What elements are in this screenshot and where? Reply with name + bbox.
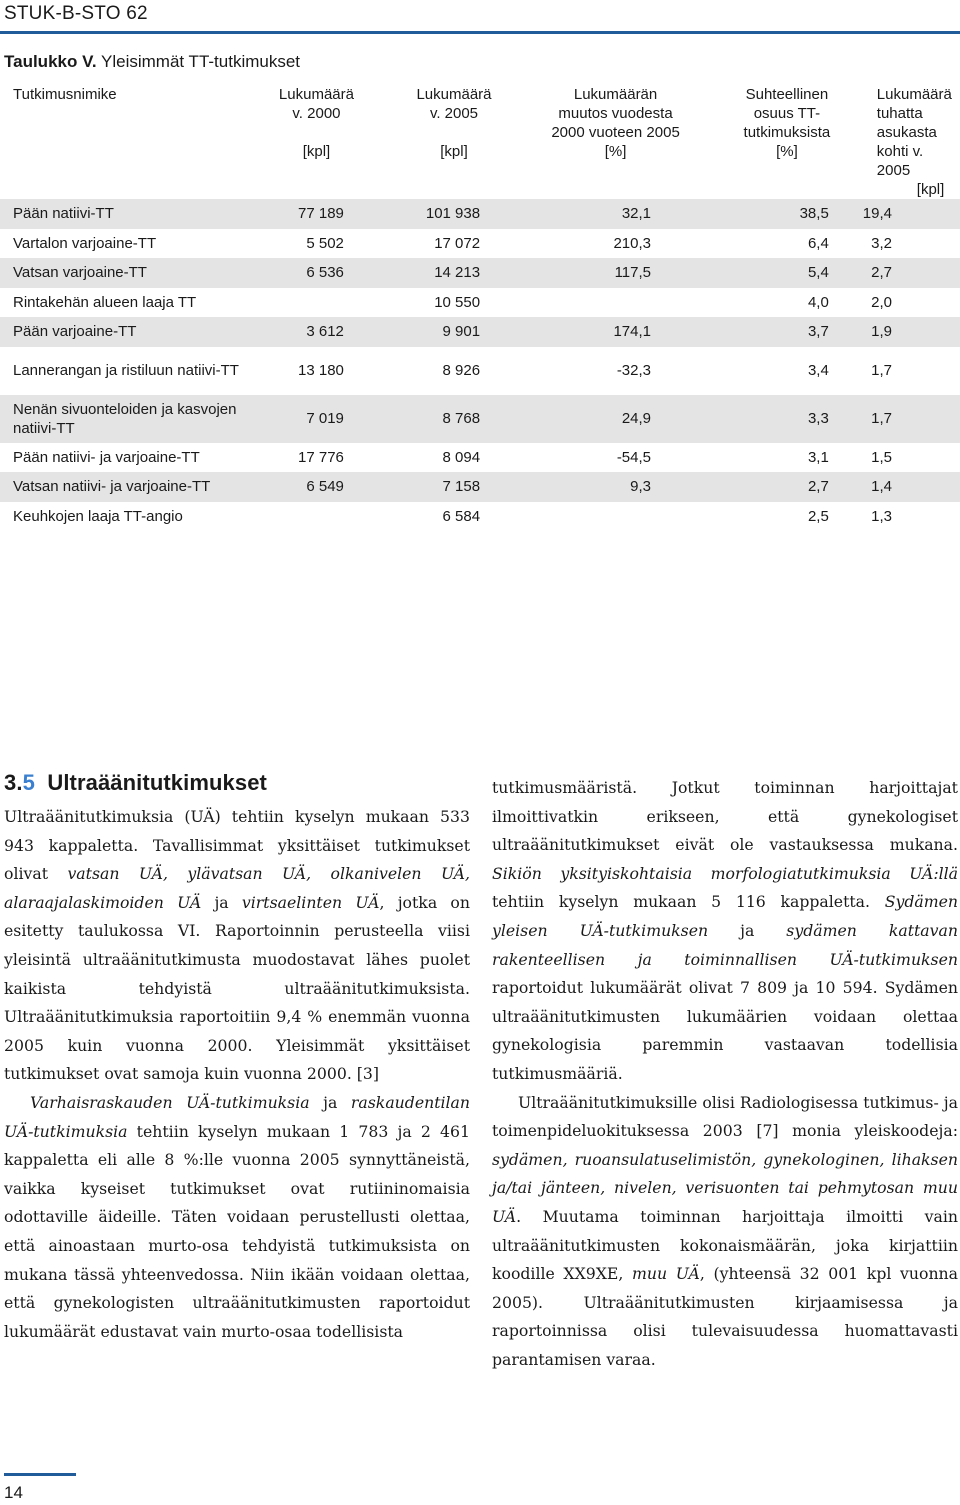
table-row [0,502,960,532]
cell-count-2005: 7 158 [442,478,481,496]
cell-count-2005: 9 901 [442,323,481,341]
cell-count-2005: 6 584 [442,507,481,525]
body-column-right [492,774,958,1374]
document-id: STUK-B-STO 62 [4,3,148,24]
cell-count-2000: 7 019 [306,410,344,427]
cell-count-2000: 5 502 [306,234,344,252]
cell-count-2005: 8 768 [442,410,481,427]
table-row [0,317,960,347]
cell-per-thousand: 19,4 [862,205,892,223]
table-caption-label: Taulukko V. [4,52,97,71]
column-header-count-2000: Lukumäärä v. 2000 [kpl] [278,86,354,160]
table-row [0,443,960,473]
cell-per-thousand: 1,4 [871,478,892,496]
footer-rule [4,1473,76,1476]
cell-change: 210,3 [613,234,652,252]
column-header-per-thousand: Lukumäärä tuhatta asukasta kohti v. 2005 [kpl] [876,86,952,198]
cell-share: 3,3 [807,410,829,427]
cell-name: Vatsan varjoaine-TT [13,264,147,282]
cell-count-2000: 13 180 [298,362,344,379]
column-header-name: Tutkimusnimike [13,86,117,103]
cell-change [520,288,711,318]
cell-change [520,502,711,532]
cell-share: 5,4 [807,264,829,282]
cell-per-thousand: 1,7 [871,410,892,427]
table-row [0,288,960,318]
cell-count-2005: 14 213 [434,264,481,282]
cell-per-thousand: 1,7 [871,362,892,379]
column-header-share: Suhteellinen osuus TT- tutkimuksista [%] [743,86,831,160]
cell-count-2000: 6 536 [306,264,344,282]
cell-change: 117,5 [614,264,652,282]
cell-share: 3,1 [807,448,829,466]
cell-share: 6,4 [807,234,829,252]
table-row [0,199,960,229]
page-number: 14 [4,1483,23,1502]
table-header-row [0,81,960,199]
cell-name: Keuhkojen laaja TT-angio [13,507,183,525]
cell-share: 3,4 [807,362,829,379]
cell-change: -54,5 [616,448,652,466]
cell-name: Lannerangan ja ristiluun natiivi-TT [13,362,239,379]
table-row [0,395,960,443]
cell-share: 4,0 [807,293,829,311]
cell-name: Rintakehän alueen laaja TT [13,293,197,311]
cell-name: Vatsan natiivi- ja varjoaine-TT [13,478,211,496]
cell-count-2000: 77 189 [298,205,344,223]
section-number: 3.5 [4,770,35,795]
cell-name: Pään natiivi-TT [13,205,114,223]
table-caption-text: Yleisimmät TT-tutkimukset [101,52,301,71]
section-title: Ultraäänitutkimukset [47,770,267,795]
table-row [0,229,960,259]
cell-count-2005: 10 550 [434,293,481,311]
cell-share: 2,7 [807,478,829,496]
cell-name: Pään natiivi- ja varjoaine-TT [13,448,200,466]
cell-count-2005: 8 926 [442,362,481,379]
cell-per-thousand: 1,5 [871,448,892,466]
cell-count-2005: 101 938 [425,205,481,223]
cell-per-thousand: 2,7 [871,264,892,282]
cell-share: 3,7 [807,323,829,341]
ct-statistics-table [0,81,960,531]
table-caption [4,52,300,72]
paragraph: Ultraäänitutkimuksia (UÄ) tehtiin kyselyn mukaan 533 943 kappaletta. Tavallisimmat yksittäiset tutkimukset olivat vatsan UÄ, ylävatsan UÄ, olkanivelen UÄ, alaraajalaskimoiden UÄ ja virtsaelinten UÄ, jotka on esitetty taulukossa VI. Raportoinnin perusteella viisi yleisintä ultraäänitutkimusta muodostavat lähes puolet kaikista tehdyistä ultraäänitutkimuksista. Ultraäänitutkimuksia raportoitiin 9,4 % enemmän vuonna 2005 kuin vuonna 2000. Yleisimmät yksittäiset tutkimukset ovat samoja kuin vuonna 2000. [3] [4,807,470,1084]
cell-count-2005: 8 094 [442,448,481,466]
cell-per-thousand: 3,2 [871,234,892,252]
cell-per-thousand: 2,0 [871,293,892,311]
cell-name: Nenän sivuonteloiden ja kasvojen natiivi-TT [13,400,237,437]
cell-count-2000: 6 549 [306,478,344,496]
paragraph: tutkimusmääristä. Jotkut toiminnan harjoittajat ilmoittivatkin erikseen, että gynekologiset ultraäänitutkimukset eivät ole vastauksessa mukana. Sikiön yksityiskohtaisia morfologiatutkimuksia UÄ:llä tehtiin kyselyn mukaan 5 116 kappaletta. Sydämen yleisen UÄ-tutkimuksen ja sydämen kattavan rakenteellisen ja toiminnallisen UÄ-tutkimuksen raportoidut lukumäärät olivat 7 809 ja 10 594. Sydämen ultraäänitutkimusten lukumäärien voidaan olettaa gynekologisia paremmin vastaavan todellisia tutkimusmääriä. [492,778,958,1083]
cell-count-2000: 3 612 [306,323,344,341]
cell-change: 32,1 [621,205,652,223]
table-row [0,258,960,288]
paragraph: Varhaisraskauden UÄ-tutkimuksia ja raskaudentilan UÄ-tutkimuksia tehtiin kyselyn mukaan 1 783 ja 2 461 kappaletta eli alle 8 %:lle vuonna 2005 synnyttäneistä, vaikka kyseiset tutkimukset ovat rutiininomaisia odottaville äideille. Täten voidaan perustellusti olettaa, että ainoastaan murto-osa tehdyistä tutkimuksista on mukana tässä yhteenvedossa. Niin ikään voidaan olettaa, että gynekologisten ultraäänitutkimusten raportoidut lukumäärät edustavat vain murto-osaa todellisista [4,1092,470,1341]
cell-per-thousand: 1,3 [871,507,892,525]
table-row [0,472,960,502]
cell-share: 2,5 [807,507,829,525]
cell-change: 174,1 [613,323,652,341]
cell-change: -32,3 [616,362,652,379]
cell-count-2000 [245,288,388,318]
column-header-change: Lukumäärän muutos vuodesta 2000 vuoteen 2005 [%] [551,86,680,160]
cell-count-2000 [245,502,388,532]
body-column-left [4,803,470,1346]
paragraph: Ultraäänitutkimuksille olisi Radiologisessa tutkimus- ja toimenpideluokituksessa 2003 [7] monia yleiskoodeja: sydämen, ruoansulatuselimistön, gynekologinen, lihaksen ja/tai jänteen, nivelen, verisuonten tai pehmytosan muu UÄ. Muutama toiminnan harjoittaja ilmoitti vain ultraäänitutkimusten kokonaismäärän, joka kirjattiin koodille XX9XE, muu UÄ, (yhteensä 32 001 kpl vuonna 2005). Ultraäänitutkimusten kirjaamisessa ja raportoinnissa olisi tulevaisuudessa huomattavasti parantamisen varaa. [492,1092,959,1369]
header-rule [0,31,960,34]
cell-name: Vartalon varjoaine-TT [13,234,157,252]
cell-change: 24,9 [621,410,652,427]
cell-count-2005: 17 072 [434,234,481,252]
cell-change: 9,3 [630,478,652,496]
cell-name: Pään varjoaine-TT [13,323,137,341]
section-heading [4,770,267,796]
cell-share: 38,5 [799,205,829,223]
table-row [0,347,960,395]
column-header-count-2005: Lukumäärä v. 2005 [kpl] [416,86,492,160]
cell-per-thousand: 1,9 [871,323,892,341]
cell-count-2000: 17 776 [298,448,344,466]
